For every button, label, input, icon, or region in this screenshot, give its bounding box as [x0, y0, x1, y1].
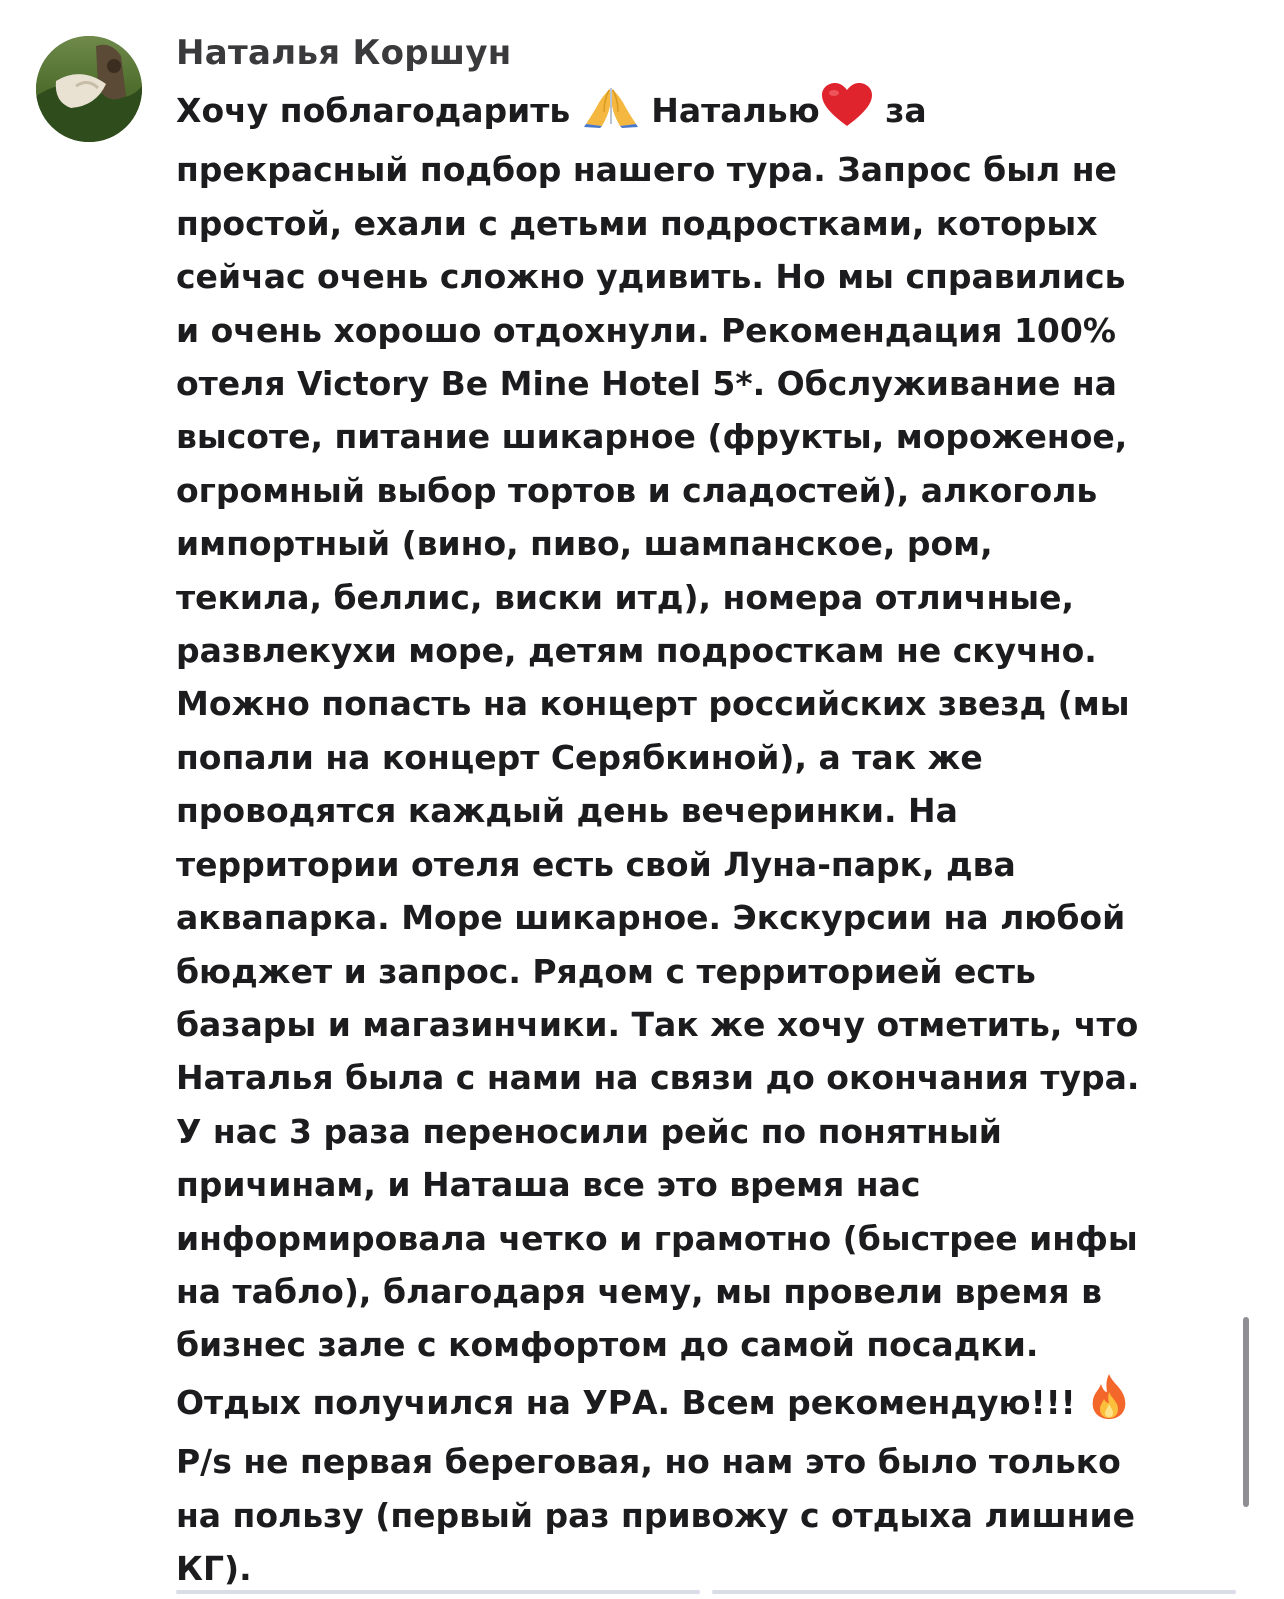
comment-text-segment: Отдых получился на УРА. Всем рекомендую!!!: [176, 1382, 1076, 1422]
comment-line: информировала четко и грамотно (быстрее инфы: [176, 1218, 1138, 1258]
edge-segment: [176, 1590, 700, 1594]
avatar-photo: [36, 36, 142, 142]
comment-text-segment: за: [885, 91, 927, 130]
comment-line: и очень хорошо отдохнули. Рекомендация 100%: [176, 310, 1116, 350]
comment-line: У нас 3 раза переносили рейс по понятный: [176, 1111, 1002, 1151]
comment-line: базары и магазинчики. Так же хочу отметить, что: [176, 1004, 1139, 1044]
next-content-edge: [176, 1590, 1236, 1594]
comment-line: текила, беллис, виски итд), номера отличные,: [176, 577, 1075, 617]
comment-line: на пользу (первый раз привожу с отдыха лишние: [176, 1495, 1135, 1535]
red-heart-icon: [820, 82, 874, 143]
comment-line: отеля Victory Be Mine Hotel 5*. Обслуживание на: [176, 364, 1117, 404]
edge-segment: [712, 1590, 1236, 1594]
comment-line: Наталья была с нами на связи до окончания тура.: [176, 1058, 1140, 1098]
comment-line: аквапарка. Море шикарное. Экскурсии на любой: [176, 898, 1126, 938]
comment-author[interactable]: Наталья Коршун: [176, 33, 512, 73]
comment-text-segment: Хочу поблагодарить: [176, 91, 571, 130]
comment-line: высоте, питание шикарное (фрукты, мороженое,: [176, 417, 1128, 457]
comment-line: территории отеля есть свой Луна-парк, два: [176, 844, 1016, 884]
comment-line: простой, ехали с детьми подростками, которых: [176, 203, 1098, 243]
comment-line: развлекухи море, детям подросткам не скучно.: [176, 631, 1097, 671]
comment-line: бизнес зале с комфортом до самой посадки.: [176, 1325, 1039, 1365]
comment-line: бюджет и запрос. Рядом с территорией есть: [176, 951, 1036, 991]
comment-line: на табло), благодаря чему, мы провели время в: [176, 1271, 1102, 1311]
comment-line: импортный (вино, пиво, шампанское, ром,: [176, 524, 993, 564]
avatar[interactable]: [36, 36, 142, 142]
scrollbar-thumb[interactable]: [1243, 1317, 1249, 1507]
fire-icon: [1087, 1372, 1131, 1435]
comment-text: [176, 82, 1236, 1595]
comment-text-segment: Наталью: [651, 91, 820, 130]
folded-hands-icon: [582, 86, 640, 143]
comment-line: КГ).: [176, 1548, 252, 1588]
comment-line: причинам, и Наташа все это время нас: [176, 1165, 921, 1205]
comment-line: попали на концерт Серябкиной), а так же: [176, 737, 983, 777]
comment-line: сейчас очень сложно удивить. Но мы справились: [176, 257, 1126, 297]
comment-line: прекрасный подбор нашего тура. Запрос был не: [176, 150, 1117, 190]
comment-line-first: [176, 82, 1236, 143]
comment-line: P/s не первая береговая, но нам это было только: [176, 1442, 1121, 1482]
comment-line: проводятся каждый день вечеринки. На: [176, 791, 958, 831]
comment-line-fire: [176, 1372, 1236, 1435]
comment-line: Можно попасть на концерт российских звезд (мы: [176, 684, 1130, 724]
comment-line: огромный выбор тортов и сладостей), алкоголь: [176, 470, 1098, 510]
